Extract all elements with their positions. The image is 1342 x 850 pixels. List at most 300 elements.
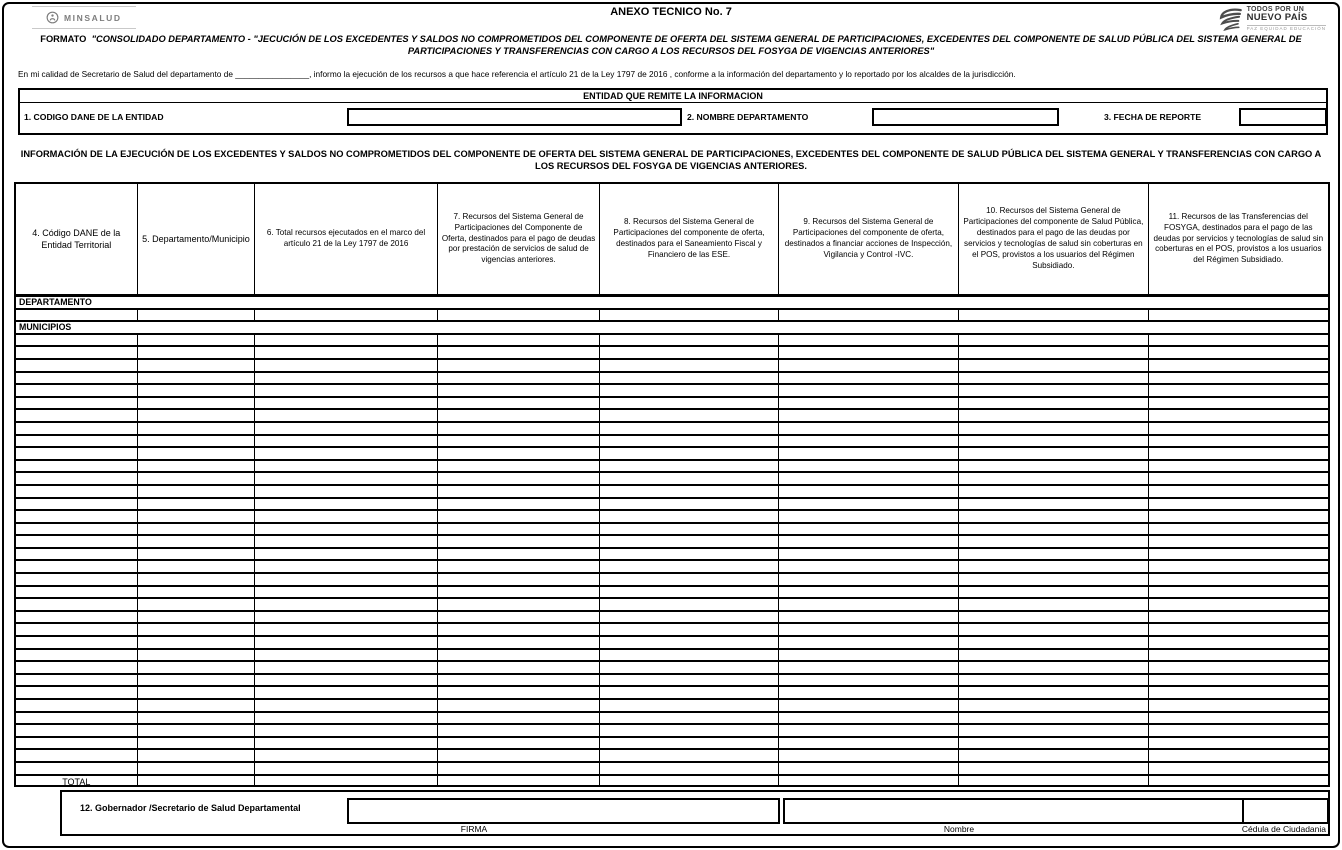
- empty-cell[interactable]: [600, 713, 778, 724]
- empty-cell[interactable]: [138, 549, 256, 560]
- empty-cell[interactable]: [138, 511, 256, 522]
- empty-cell[interactable]: [438, 499, 601, 510]
- empty-cell[interactable]: [600, 700, 778, 711]
- empty-cell[interactable]: [1149, 624, 1328, 635]
- empty-cell[interactable]: [1149, 499, 1328, 510]
- empty-cell[interactable]: [959, 624, 1148, 635]
- empty-cell[interactable]: [959, 499, 1148, 510]
- empty-cell[interactable]: [959, 561, 1148, 572]
- empty-cell[interactable]: [779, 423, 959, 434]
- empty-cell[interactable]: [16, 587, 138, 598]
- empty-cell[interactable]: [600, 398, 778, 409]
- empty-cell[interactable]: [16, 599, 138, 610]
- empty-cell[interactable]: [779, 473, 959, 484]
- empty-cell[interactable]: [138, 524, 256, 535]
- total-value-cell[interactable]: [1149, 776, 1328, 787]
- empty-cell[interactable]: [959, 612, 1148, 623]
- empty-cell[interactable]: [438, 448, 601, 459]
- empty-cell[interactable]: [959, 637, 1148, 648]
- empty-cell[interactable]: [255, 486, 437, 497]
- empty-cell[interactable]: [1149, 750, 1328, 761]
- empty-cell[interactable]: [255, 587, 437, 598]
- empty-cell[interactable]: [138, 624, 256, 635]
- codigo-dane-input[interactable]: [347, 108, 682, 126]
- empty-cell[interactable]: [600, 612, 778, 623]
- empty-cell[interactable]: [600, 385, 778, 396]
- empty-cell[interactable]: [779, 310, 959, 321]
- empty-cell[interactable]: [779, 662, 959, 673]
- empty-cell[interactable]: [438, 410, 601, 421]
- empty-cell[interactable]: [138, 473, 256, 484]
- empty-cell[interactable]: [1149, 713, 1328, 724]
- empty-cell[interactable]: [959, 650, 1148, 661]
- empty-cell[interactable]: [16, 574, 138, 585]
- empty-cell[interactable]: [779, 511, 959, 522]
- empty-cell[interactable]: [438, 486, 601, 497]
- empty-cell[interactable]: [16, 700, 138, 711]
- empty-cell[interactable]: [255, 713, 437, 724]
- empty-cell[interactable]: [255, 423, 437, 434]
- empty-cell[interactable]: [1149, 574, 1328, 585]
- empty-cell[interactable]: [138, 385, 256, 396]
- empty-cell[interactable]: [438, 738, 601, 749]
- empty-cell[interactable]: [438, 398, 601, 409]
- empty-cell[interactable]: [959, 373, 1148, 384]
- empty-cell[interactable]: [138, 561, 256, 572]
- empty-cell[interactable]: [959, 713, 1148, 724]
- empty-cell[interactable]: [600, 524, 778, 535]
- empty-cell[interactable]: [138, 637, 256, 648]
- empty-cell[interactable]: [138, 599, 256, 610]
- empty-cell[interactable]: [779, 650, 959, 661]
- empty-cell[interactable]: [779, 499, 959, 510]
- empty-cell[interactable]: [959, 448, 1148, 459]
- empty-cell[interactable]: [779, 750, 959, 761]
- total-value-cell[interactable]: [255, 776, 437, 787]
- empty-cell[interactable]: [438, 310, 601, 321]
- empty-cell[interactable]: [255, 624, 437, 635]
- empty-cell[interactable]: [438, 713, 601, 724]
- empty-cell[interactable]: [255, 574, 437, 585]
- empty-cell[interactable]: [600, 574, 778, 585]
- empty-cell[interactable]: [255, 310, 437, 321]
- empty-cell[interactable]: [959, 398, 1148, 409]
- empty-cell[interactable]: [600, 687, 778, 698]
- empty-cell[interactable]: [959, 335, 1148, 346]
- empty-cell[interactable]: [779, 612, 959, 623]
- empty-cell[interactable]: [1149, 612, 1328, 623]
- total-value-cell[interactable]: [438, 776, 601, 787]
- empty-cell[interactable]: [959, 763, 1148, 774]
- empty-cell[interactable]: [16, 473, 138, 484]
- empty-cell[interactable]: [255, 675, 437, 686]
- empty-cell[interactable]: [438, 524, 601, 535]
- empty-cell[interactable]: [138, 725, 256, 736]
- empty-cell[interactable]: [1149, 687, 1328, 698]
- empty-cell[interactable]: [138, 700, 256, 711]
- empty-cell[interactable]: [255, 687, 437, 698]
- empty-cell[interactable]: [138, 499, 256, 510]
- empty-cell[interactable]: [600, 511, 778, 522]
- empty-cell[interactable]: [959, 423, 1148, 434]
- empty-cell[interactable]: [255, 436, 437, 447]
- empty-cell[interactable]: [438, 373, 601, 384]
- empty-cell[interactable]: [138, 360, 256, 371]
- empty-cell[interactable]: [438, 700, 601, 711]
- empty-cell[interactable]: [959, 461, 1148, 472]
- empty-cell[interactable]: [1149, 410, 1328, 421]
- empty-cell[interactable]: [1149, 436, 1328, 447]
- empty-cell[interactable]: [16, 310, 138, 321]
- empty-cell[interactable]: [1149, 536, 1328, 547]
- empty-cell[interactable]: [438, 335, 601, 346]
- empty-cell[interactable]: [16, 687, 138, 698]
- empty-cell[interactable]: [600, 536, 778, 547]
- empty-cell[interactable]: [1149, 763, 1328, 774]
- empty-cell[interactable]: [1149, 561, 1328, 572]
- empty-cell[interactable]: [1149, 385, 1328, 396]
- empty-cell[interactable]: [16, 461, 138, 472]
- empty-cell[interactable]: [600, 347, 778, 358]
- fecha-reporte-input[interactable]: [1239, 108, 1327, 126]
- empty-cell[interactable]: [16, 499, 138, 510]
- empty-cell[interactable]: [255, 473, 437, 484]
- empty-cell[interactable]: [438, 599, 601, 610]
- empty-cell[interactable]: [1149, 549, 1328, 560]
- empty-cell[interactable]: [255, 461, 437, 472]
- empty-cell[interactable]: [1149, 599, 1328, 610]
- empty-cell[interactable]: [16, 373, 138, 384]
- empty-cell[interactable]: [959, 599, 1148, 610]
- empty-cell[interactable]: [438, 536, 601, 547]
- empty-cell[interactable]: [16, 423, 138, 434]
- empty-cell[interactable]: [1149, 662, 1328, 673]
- empty-cell[interactable]: [1149, 335, 1328, 346]
- empty-cell[interactable]: [438, 612, 601, 623]
- empty-cell[interactable]: [779, 561, 959, 572]
- empty-cell[interactable]: [779, 687, 959, 698]
- empty-cell[interactable]: [16, 549, 138, 560]
- empty-cell[interactable]: [779, 549, 959, 560]
- empty-cell[interactable]: [1149, 448, 1328, 459]
- total-value-cell[interactable]: [600, 776, 778, 787]
- empty-cell[interactable]: [255, 700, 437, 711]
- empty-cell[interactable]: [438, 763, 601, 774]
- empty-cell[interactable]: [1149, 461, 1328, 472]
- empty-cell[interactable]: [959, 486, 1148, 497]
- empty-cell[interactable]: [1149, 700, 1328, 711]
- empty-cell[interactable]: [138, 436, 256, 447]
- empty-cell[interactable]: [255, 524, 437, 535]
- empty-cell[interactable]: [255, 385, 437, 396]
- empty-cell[interactable]: [600, 675, 778, 686]
- empty-cell[interactable]: [438, 574, 601, 585]
- empty-cell[interactable]: [138, 587, 256, 598]
- empty-cell[interactable]: [779, 410, 959, 421]
- empty-cell[interactable]: [779, 436, 959, 447]
- empty-cell[interactable]: [255, 335, 437, 346]
- empty-cell[interactable]: [138, 612, 256, 623]
- empty-cell[interactable]: [600, 587, 778, 598]
- empty-cell[interactable]: [138, 373, 256, 384]
- total-value-cell[interactable]: [779, 776, 959, 787]
- nombre-departamento-input[interactable]: [872, 108, 1059, 126]
- empty-cell[interactable]: [16, 725, 138, 736]
- empty-cell[interactable]: [16, 385, 138, 396]
- empty-cell[interactable]: [600, 335, 778, 346]
- empty-cell[interactable]: [1149, 486, 1328, 497]
- empty-cell[interactable]: [255, 662, 437, 673]
- empty-cell[interactable]: [438, 561, 601, 572]
- empty-cell[interactable]: [138, 486, 256, 497]
- empty-cell[interactable]: [16, 713, 138, 724]
- empty-cell[interactable]: [959, 436, 1148, 447]
- empty-cell[interactable]: [959, 360, 1148, 371]
- empty-cell[interactable]: [16, 561, 138, 572]
- empty-cell[interactable]: [438, 423, 601, 434]
- empty-cell[interactable]: [255, 499, 437, 510]
- empty-cell[interactable]: [438, 637, 601, 648]
- empty-cell[interactable]: [255, 637, 437, 648]
- empty-cell[interactable]: [779, 624, 959, 635]
- empty-cell[interactable]: [779, 700, 959, 711]
- empty-cell[interactable]: [16, 335, 138, 346]
- empty-cell[interactable]: [138, 536, 256, 547]
- empty-cell[interactable]: [1149, 650, 1328, 661]
- empty-cell[interactable]: [16, 750, 138, 761]
- empty-cell[interactable]: [16, 536, 138, 547]
- empty-cell[interactable]: [16, 436, 138, 447]
- empty-cell[interactable]: [959, 524, 1148, 535]
- empty-cell[interactable]: [138, 662, 256, 673]
- empty-cell[interactable]: [779, 587, 959, 598]
- empty-cell[interactable]: [138, 574, 256, 585]
- empty-cell[interactable]: [255, 373, 437, 384]
- empty-cell[interactable]: [16, 650, 138, 661]
- empty-cell[interactable]: [779, 574, 959, 585]
- empty-cell[interactable]: [255, 650, 437, 661]
- empty-cell[interactable]: [600, 436, 778, 447]
- empty-cell[interactable]: [138, 650, 256, 661]
- empty-cell[interactable]: [138, 687, 256, 698]
- empty-cell[interactable]: [600, 373, 778, 384]
- empty-cell[interactable]: [138, 713, 256, 724]
- empty-cell[interactable]: [779, 335, 959, 346]
- empty-cell[interactable]: [1149, 398, 1328, 409]
- empty-cell[interactable]: [1149, 511, 1328, 522]
- empty-cell[interactable]: [438, 650, 601, 661]
- empty-cell[interactable]: [779, 599, 959, 610]
- empty-cell[interactable]: [438, 473, 601, 484]
- empty-cell[interactable]: [138, 763, 256, 774]
- empty-cell[interactable]: [959, 700, 1148, 711]
- empty-cell[interactable]: [438, 347, 601, 358]
- empty-cell[interactable]: [600, 499, 778, 510]
- empty-cell[interactable]: [138, 335, 256, 346]
- empty-cell[interactable]: [1149, 310, 1328, 321]
- empty-cell[interactable]: [138, 347, 256, 358]
- empty-cell[interactable]: [16, 448, 138, 459]
- empty-cell[interactable]: [600, 624, 778, 635]
- empty-cell[interactable]: [1149, 725, 1328, 736]
- empty-cell[interactable]: [779, 524, 959, 535]
- empty-cell[interactable]: [600, 423, 778, 434]
- empty-cell[interactable]: [779, 347, 959, 358]
- empty-cell[interactable]: [16, 637, 138, 648]
- empty-cell[interactable]: [959, 675, 1148, 686]
- empty-cell[interactable]: [779, 385, 959, 396]
- empty-cell[interactable]: [255, 561, 437, 572]
- empty-cell[interactable]: [16, 675, 138, 686]
- empty-cell[interactable]: [255, 347, 437, 358]
- empty-cell[interactable]: [138, 738, 256, 749]
- empty-cell[interactable]: [1149, 473, 1328, 484]
- empty-cell[interactable]: [600, 448, 778, 459]
- empty-cell[interactable]: [16, 398, 138, 409]
- empty-cell[interactable]: [959, 410, 1148, 421]
- empty-cell[interactable]: [16, 486, 138, 497]
- empty-cell[interactable]: [255, 398, 437, 409]
- empty-cell[interactable]: [959, 536, 1148, 547]
- empty-cell[interactable]: [1149, 423, 1328, 434]
- empty-cell[interactable]: [779, 675, 959, 686]
- empty-cell[interactable]: [16, 662, 138, 673]
- empty-cell[interactable]: [16, 763, 138, 774]
- empty-cell[interactable]: [779, 360, 959, 371]
- empty-cell[interactable]: [16, 624, 138, 635]
- empty-cell[interactable]: [1149, 524, 1328, 535]
- empty-cell[interactable]: [600, 599, 778, 610]
- empty-cell[interactable]: [1149, 373, 1328, 384]
- empty-cell[interactable]: [779, 738, 959, 749]
- empty-cell[interactable]: [779, 536, 959, 547]
- empty-cell[interactable]: [16, 612, 138, 623]
- empty-cell[interactable]: [138, 448, 256, 459]
- empty-cell[interactable]: [600, 662, 778, 673]
- empty-cell[interactable]: [959, 750, 1148, 761]
- empty-cell[interactable]: [255, 410, 437, 421]
- empty-cell[interactable]: [779, 637, 959, 648]
- empty-cell[interactable]: [438, 436, 601, 447]
- empty-cell[interactable]: [779, 461, 959, 472]
- empty-cell[interactable]: [438, 725, 601, 736]
- empty-cell[interactable]: [959, 511, 1148, 522]
- firma-input[interactable]: [347, 798, 780, 824]
- empty-cell[interactable]: [1149, 360, 1328, 371]
- total-value-cell[interactable]: [959, 776, 1148, 787]
- empty-cell[interactable]: [138, 675, 256, 686]
- empty-cell[interactable]: [16, 524, 138, 535]
- empty-cell[interactable]: [779, 713, 959, 724]
- empty-cell[interactable]: [438, 687, 601, 698]
- empty-cell[interactable]: [438, 750, 601, 761]
- empty-cell[interactable]: [959, 662, 1148, 673]
- empty-cell[interactable]: [600, 549, 778, 560]
- empty-cell[interactable]: [959, 310, 1148, 321]
- empty-cell[interactable]: [779, 398, 959, 409]
- empty-cell[interactable]: [779, 373, 959, 384]
- empty-cell[interactable]: [1149, 587, 1328, 598]
- total-value-cell[interactable]: [138, 776, 256, 787]
- empty-cell[interactable]: [959, 725, 1148, 736]
- empty-cell[interactable]: [600, 461, 778, 472]
- empty-cell[interactable]: [779, 725, 959, 736]
- empty-cell[interactable]: [600, 763, 778, 774]
- empty-cell[interactable]: [600, 750, 778, 761]
- empty-cell[interactable]: [438, 675, 601, 686]
- empty-cell[interactable]: [779, 486, 959, 497]
- empty-cell[interactable]: [779, 448, 959, 459]
- empty-cell[interactable]: [600, 738, 778, 749]
- empty-cell[interactable]: [16, 360, 138, 371]
- empty-cell[interactable]: [438, 511, 601, 522]
- empty-cell[interactable]: [16, 738, 138, 749]
- empty-cell[interactable]: [138, 398, 256, 409]
- empty-cell[interactable]: [600, 637, 778, 648]
- empty-cell[interactable]: [438, 360, 601, 371]
- empty-cell[interactable]: [255, 738, 437, 749]
- empty-cell[interactable]: [600, 473, 778, 484]
- empty-cell[interactable]: [959, 738, 1148, 749]
- empty-cell[interactable]: [438, 385, 601, 396]
- empty-cell[interactable]: [600, 486, 778, 497]
- empty-cell[interactable]: [255, 448, 437, 459]
- empty-cell[interactable]: [600, 310, 778, 321]
- empty-cell[interactable]: [255, 725, 437, 736]
- empty-cell[interactable]: [779, 763, 959, 774]
- empty-cell[interactable]: [959, 574, 1148, 585]
- empty-cell[interactable]: [600, 650, 778, 661]
- empty-cell[interactable]: [1149, 637, 1328, 648]
- empty-cell[interactable]: [16, 410, 138, 421]
- empty-cell[interactable]: [16, 347, 138, 358]
- empty-cell[interactable]: [600, 410, 778, 421]
- empty-cell[interactable]: [438, 461, 601, 472]
- empty-cell[interactable]: [255, 511, 437, 522]
- empty-cell[interactable]: [438, 624, 601, 635]
- empty-cell[interactable]: [1149, 347, 1328, 358]
- empty-cell[interactable]: [600, 360, 778, 371]
- empty-cell[interactable]: [959, 549, 1148, 560]
- empty-cell[interactable]: [138, 423, 256, 434]
- empty-cell[interactable]: [255, 599, 437, 610]
- empty-cell[interactable]: [16, 511, 138, 522]
- empty-cell[interactable]: [959, 347, 1148, 358]
- empty-cell[interactable]: [438, 662, 601, 673]
- empty-cell[interactable]: [138, 410, 256, 421]
- empty-cell[interactable]: [255, 536, 437, 547]
- empty-cell[interactable]: [959, 473, 1148, 484]
- nombre-input[interactable]: [783, 798, 1244, 824]
- empty-cell[interactable]: [600, 561, 778, 572]
- empty-cell[interactable]: [1149, 738, 1328, 749]
- empty-cell[interactable]: [138, 310, 256, 321]
- empty-cell[interactable]: [600, 725, 778, 736]
- empty-cell[interactable]: [255, 763, 437, 774]
- empty-cell[interactable]: [138, 461, 256, 472]
- empty-cell[interactable]: [959, 587, 1148, 598]
- empty-cell[interactable]: [255, 549, 437, 560]
- empty-cell[interactable]: [438, 549, 601, 560]
- empty-cell[interactable]: [255, 360, 437, 371]
- empty-cell[interactable]: [255, 612, 437, 623]
- empty-cell[interactable]: [1149, 675, 1328, 686]
- cedula-input[interactable]: [1242, 798, 1329, 824]
- empty-cell[interactable]: [959, 385, 1148, 396]
- empty-cell[interactable]: [959, 687, 1148, 698]
- empty-cell[interactable]: [138, 750, 256, 761]
- empty-cell[interactable]: [438, 587, 601, 598]
